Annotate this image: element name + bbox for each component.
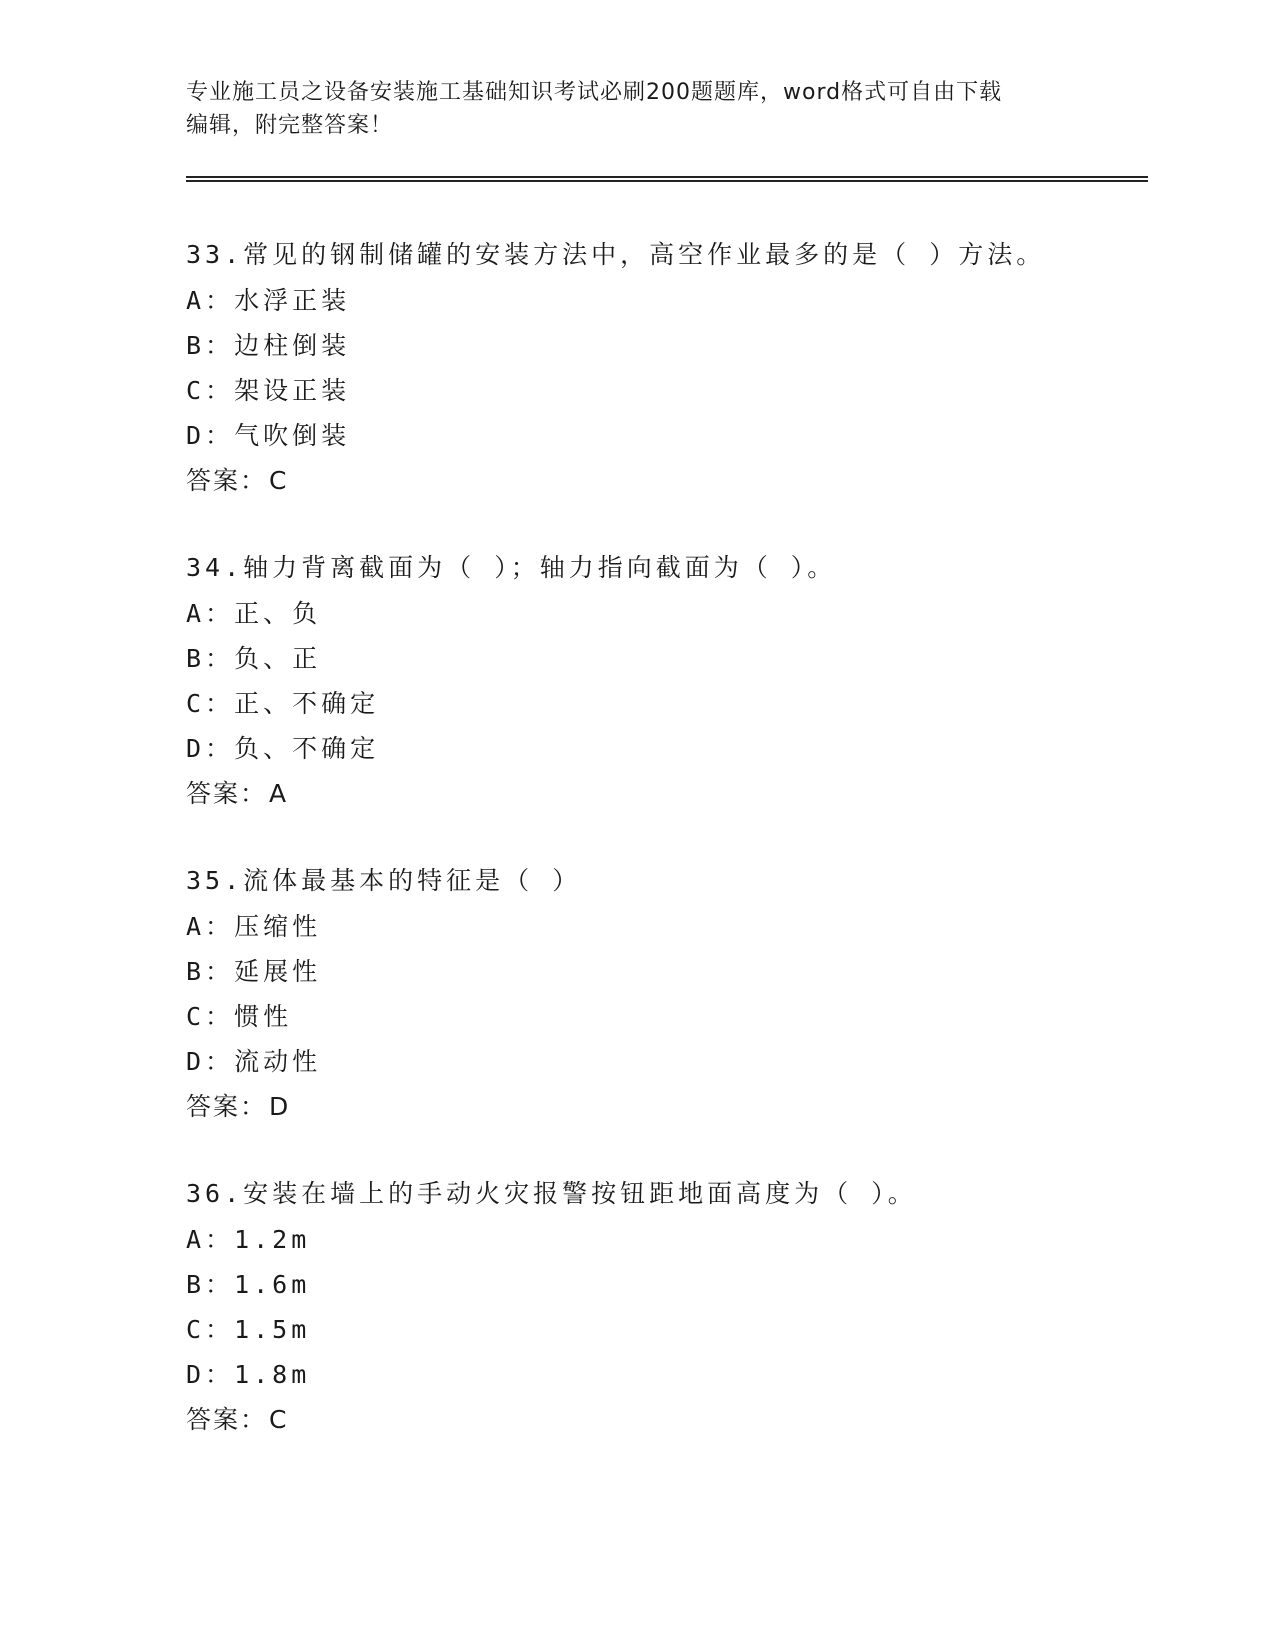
option-text: 气吹倒装 xyxy=(234,421,351,450)
option-c xyxy=(186,368,1146,413)
option-key: A： xyxy=(186,912,235,941)
question-stem: 35.流体最基本的特征是（ ） xyxy=(186,866,582,895)
option-text: 1.8m xyxy=(234,1360,311,1389)
question-34 xyxy=(186,545,1146,816)
option-text: 正、负 xyxy=(234,599,322,628)
option-a xyxy=(186,278,1146,323)
question-list xyxy=(186,232,1146,1484)
option-d xyxy=(186,1352,1146,1397)
answer-label: 答案： xyxy=(186,1405,268,1434)
answer-value: D xyxy=(269,1092,289,1121)
question-stem: 36.安装在墙上的手动火灾报警按钮距地面高度为（ ）。 xyxy=(186,1179,917,1208)
option-text: 1.5m xyxy=(234,1315,311,1344)
option-key: C： xyxy=(186,376,235,405)
answer-line xyxy=(186,1084,1146,1129)
option-key: D： xyxy=(186,734,235,763)
option-text: 架设正装 xyxy=(234,376,351,405)
option-key: A： xyxy=(186,599,235,628)
option-b xyxy=(186,949,1146,994)
option-c xyxy=(186,1307,1146,1352)
option-key: A： xyxy=(186,1225,235,1254)
option-key: B： xyxy=(186,644,235,673)
option-key: C： xyxy=(186,1315,235,1344)
answer-line xyxy=(186,458,1146,503)
header-title-line-2: 编辑，附完整答案！ xyxy=(186,113,394,138)
option-d xyxy=(186,726,1146,771)
question-stem: 33.常见的钢制储罐的安装方法中，高空作业最多的是（ ）方法。 xyxy=(186,240,1046,269)
option-b xyxy=(186,1262,1146,1307)
option-key: B： xyxy=(186,331,235,360)
option-key: D： xyxy=(186,1360,235,1389)
option-c xyxy=(186,681,1146,726)
option-text: 1.2m xyxy=(234,1225,311,1254)
answer-label: 答案： xyxy=(186,466,268,495)
option-text: 负、正 xyxy=(234,644,322,673)
option-b xyxy=(186,636,1146,681)
option-key: C： xyxy=(186,1002,235,1031)
answer-value: C xyxy=(269,1405,287,1434)
option-a xyxy=(186,591,1146,636)
option-a xyxy=(186,904,1146,949)
option-key: B： xyxy=(186,957,235,986)
header-title-line-1: 专业施工员之设备安装施工基础知识考试必刷200题题库，word格式可自由下载 xyxy=(186,80,1003,105)
option-key: A： xyxy=(186,286,235,315)
answer-label: 答案： xyxy=(186,1092,268,1121)
option-text: 惯性 xyxy=(234,1002,293,1031)
option-d xyxy=(186,413,1146,458)
option-text: 压缩性 xyxy=(234,912,322,941)
answer-value: C xyxy=(269,466,287,495)
document-header xyxy=(186,76,1066,142)
question-stem: 34.轴力背离截面为（ ）；轴力指向截面为（ ）。 xyxy=(186,553,837,582)
header-divider xyxy=(186,176,1148,182)
option-text: 边柱倒装 xyxy=(234,331,351,360)
option-text: 流动性 xyxy=(234,1047,322,1076)
option-c xyxy=(186,994,1146,1039)
option-text: 延展性 xyxy=(234,957,322,986)
answer-label: 答案： xyxy=(186,779,268,808)
option-key: D： xyxy=(186,1047,235,1076)
question-35 xyxy=(186,858,1146,1129)
question-33 xyxy=(186,232,1146,503)
option-text: 水浮正装 xyxy=(234,286,351,315)
option-key: C： xyxy=(186,689,235,718)
option-text: 正、不确定 xyxy=(234,689,380,718)
option-a xyxy=(186,1217,1146,1262)
answer-value: A xyxy=(269,779,287,808)
option-key: D： xyxy=(186,421,235,450)
option-text: 负、不确定 xyxy=(234,734,380,763)
option-text: 1.6m xyxy=(234,1270,311,1299)
answer-line xyxy=(186,1397,1146,1442)
option-b xyxy=(186,323,1146,368)
answer-line xyxy=(186,771,1146,816)
option-key: B： xyxy=(186,1270,235,1299)
question-36 xyxy=(186,1171,1146,1442)
option-d xyxy=(186,1039,1146,1084)
